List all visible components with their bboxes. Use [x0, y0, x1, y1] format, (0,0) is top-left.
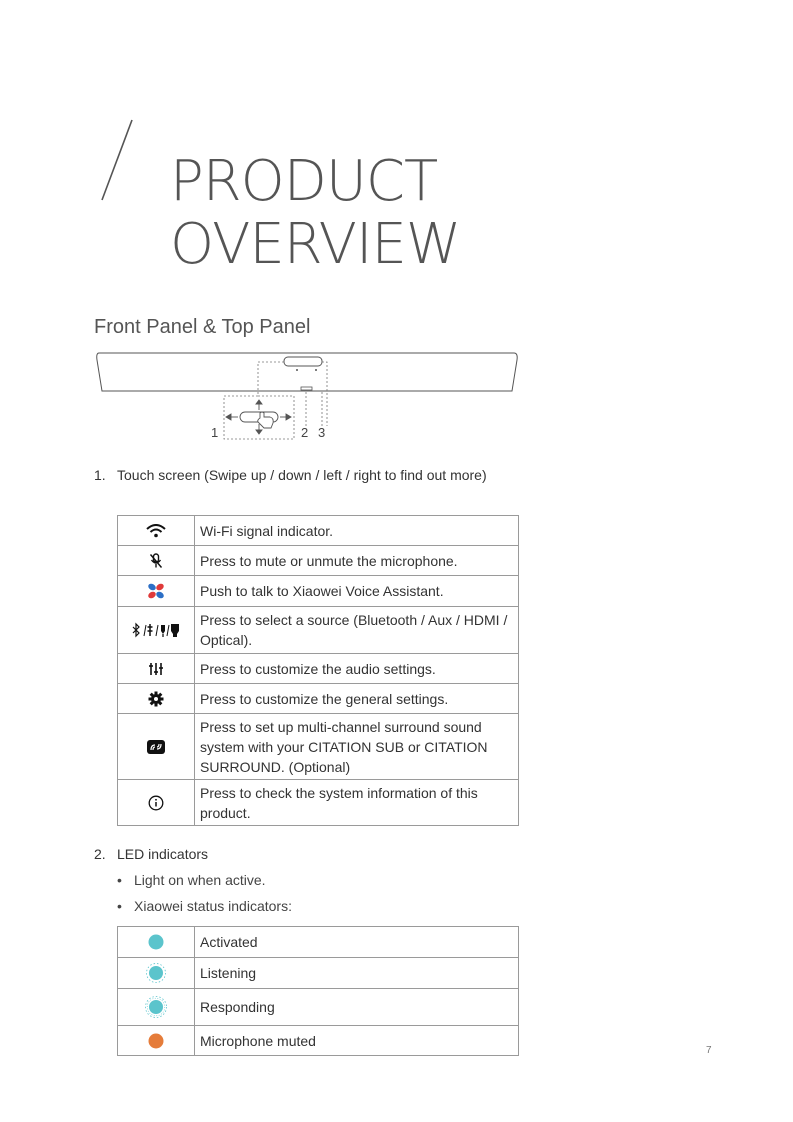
title-slash-decoration	[98, 118, 138, 202]
description-cell: Push to talk to Xiaowei Voice Assistant.	[195, 576, 519, 607]
icon-cell	[118, 654, 195, 684]
surround-link-icon	[146, 739, 166, 755]
table-row	[118, 607, 519, 654]
icon-cell	[118, 1026, 195, 1056]
list-text: Touch screen (Swipe up / down / left / right to find out more)	[117, 467, 487, 483]
bullet-text: Light on when active.	[134, 872, 266, 888]
table-row	[118, 1026, 519, 1056]
led-listening-icon	[145, 962, 167, 984]
callout-1: 1	[211, 425, 219, 440]
callout-2: 2	[301, 425, 309, 440]
table-row	[118, 546, 519, 576]
touch-screen-table	[117, 515, 519, 826]
table-row	[118, 516, 519, 546]
list-text: LED indicators	[117, 846, 209, 862]
icon-cell	[118, 989, 195, 1026]
table-row	[118, 714, 519, 780]
icon-cell	[118, 714, 195, 780]
table-row	[118, 654, 519, 684]
callout-3: 3	[318, 425, 326, 440]
equalizer-icon	[148, 661, 164, 677]
wifi-icon	[146, 524, 166, 538]
page-number: 7	[706, 1045, 712, 1056]
description-cell: Press to customize the general settings.	[195, 684, 519, 714]
description-cell: Press to set up multi-channel surround sound system with your CITATION SUB or CITATION SURROUND. (Optional)	[195, 714, 519, 780]
page-title-line-2: OVERVIEW	[170, 212, 461, 277]
page-title-line-1: PRODUCT	[170, 149, 438, 214]
led-solid-icon	[146, 932, 166, 952]
icon-cell	[118, 607, 195, 654]
source-icons	[132, 622, 180, 638]
list-number: 1.	[94, 467, 106, 483]
description-cell: Responding	[195, 989, 519, 1026]
table-row	[118, 684, 519, 714]
description-cell: Microphone muted	[195, 1026, 519, 1056]
led-muted-icon	[146, 1031, 166, 1051]
description-cell: Press to check the system information of this product.	[195, 780, 519, 826]
list-number: 2.	[94, 846, 106, 862]
description-cell: Listening	[195, 958, 519, 989]
led-status-table	[117, 926, 519, 1056]
bullet-text: Xiaowei status indicators:	[134, 898, 292, 914]
description-cell: Press to mute or unmute the microphone.	[195, 546, 519, 576]
icon-cell	[118, 576, 195, 607]
description-cell: Press to customize the audio settings.	[195, 654, 519, 684]
table-row	[118, 576, 519, 607]
description-cell: Wi-Fi signal indicator.	[195, 516, 519, 546]
icon-cell	[118, 516, 195, 546]
mic-mute-icon	[149, 553, 163, 569]
icon-cell	[118, 927, 195, 958]
table-row	[118, 780, 519, 826]
icon-cell	[118, 958, 195, 989]
table-row	[118, 989, 519, 1026]
table-row	[118, 927, 519, 958]
icon-cell	[118, 546, 195, 576]
description-cell: Press to select a source (Bluetooth / Aux / HDMI / Optical).	[195, 607, 519, 654]
led-responding-icon	[144, 995, 168, 1019]
icon-cell	[118, 780, 195, 826]
description-cell: Activated	[195, 927, 519, 958]
info-icon	[148, 795, 164, 811]
icon-cell	[118, 684, 195, 714]
section-title: Front Panel & Top Panel	[94, 316, 311, 338]
gear-icon	[148, 691, 164, 707]
xiaowei-icon	[146, 582, 166, 600]
table-row	[118, 958, 519, 989]
